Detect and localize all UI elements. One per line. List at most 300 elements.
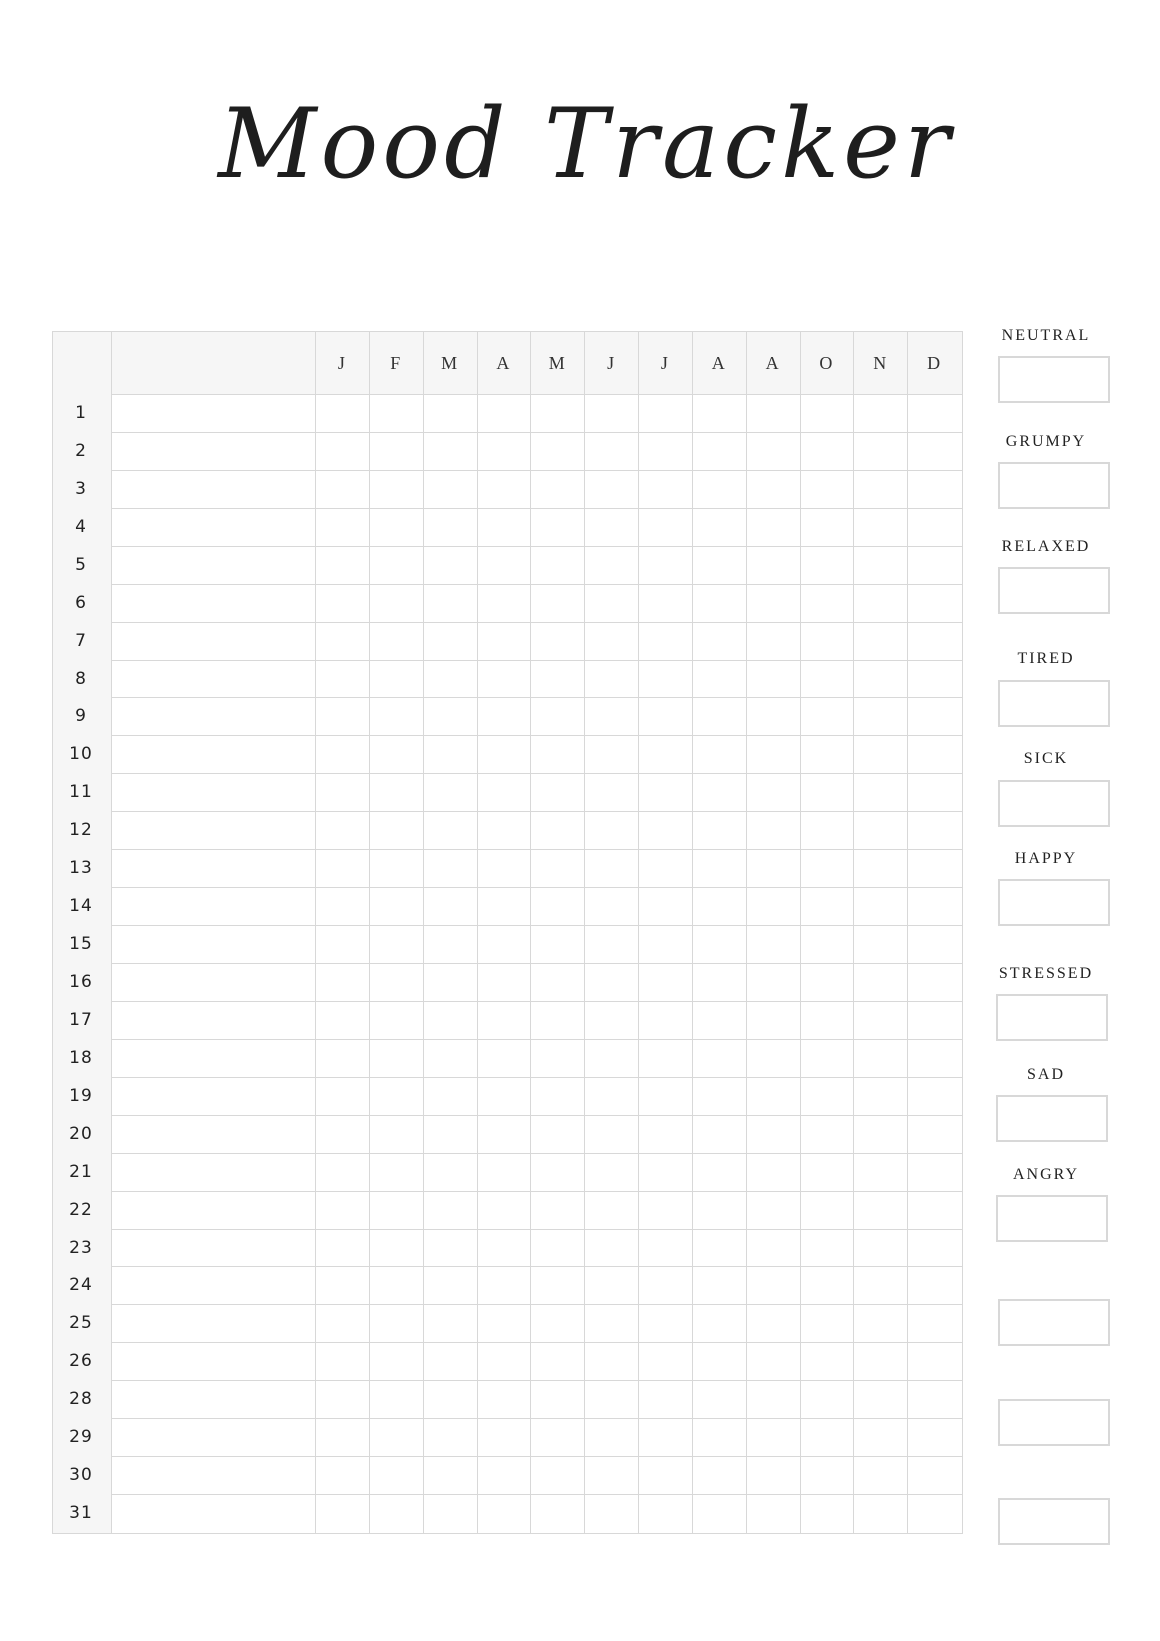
mood-cell[interactable] — [315, 1001, 369, 1039]
day-note-cell[interactable] — [112, 394, 315, 432]
day-note-cell[interactable] — [112, 622, 315, 660]
mood-cell[interactable] — [423, 1001, 477, 1039]
mood-cell[interactable] — [423, 470, 477, 508]
mood-cell[interactable] — [477, 811, 531, 849]
mood-cell[interactable] — [800, 1153, 854, 1191]
mood-cell[interactable] — [800, 735, 854, 773]
legend-color-box[interactable] — [998, 1299, 1110, 1346]
mood-cell[interactable] — [369, 1191, 423, 1229]
legend-color-box[interactable] — [998, 356, 1110, 403]
mood-cell[interactable] — [692, 1153, 746, 1191]
mood-cell[interactable] — [315, 660, 369, 698]
mood-cell[interactable] — [746, 622, 800, 660]
mood-cell[interactable] — [315, 849, 369, 887]
mood-cell[interactable] — [853, 887, 907, 925]
mood-cell[interactable] — [530, 811, 584, 849]
mood-cell[interactable] — [692, 1494, 746, 1532]
legend-color-box[interactable] — [996, 994, 1108, 1041]
mood-cell[interactable] — [584, 1418, 638, 1456]
mood-cell[interactable] — [746, 735, 800, 773]
day-note-cell[interactable] — [112, 584, 315, 622]
day-note-cell[interactable] — [112, 1266, 315, 1304]
mood-cell[interactable] — [477, 622, 531, 660]
day-note-cell[interactable] — [112, 1153, 315, 1191]
mood-cell[interactable] — [638, 622, 692, 660]
mood-cell[interactable] — [746, 1456, 800, 1494]
mood-cell[interactable] — [584, 432, 638, 470]
day-note-cell[interactable] — [112, 887, 315, 925]
mood-cell[interactable] — [315, 925, 369, 963]
mood-cell[interactable] — [369, 963, 423, 1001]
mood-cell[interactable] — [907, 1342, 961, 1380]
mood-cell[interactable] — [530, 508, 584, 546]
mood-cell[interactable] — [423, 963, 477, 1001]
mood-cell[interactable] — [800, 660, 854, 698]
mood-cell[interactable] — [315, 697, 369, 735]
mood-cell[interactable] — [369, 1304, 423, 1342]
mood-cell[interactable] — [800, 394, 854, 432]
mood-cell[interactable] — [692, 1304, 746, 1342]
mood-cell[interactable] — [423, 1191, 477, 1229]
mood-cell[interactable] — [638, 1418, 692, 1456]
mood-cell[interactable] — [746, 1191, 800, 1229]
mood-cell[interactable] — [638, 887, 692, 925]
mood-cell[interactable] — [638, 394, 692, 432]
mood-cell[interactable] — [584, 546, 638, 584]
mood-cell[interactable] — [530, 1153, 584, 1191]
mood-cell[interactable] — [638, 963, 692, 1001]
mood-cell[interactable] — [692, 925, 746, 963]
mood-cell[interactable] — [907, 697, 961, 735]
mood-cell[interactable] — [746, 546, 800, 584]
mood-cell[interactable] — [423, 1077, 477, 1115]
mood-cell[interactable] — [638, 1001, 692, 1039]
mood-cell[interactable] — [638, 1342, 692, 1380]
mood-cell[interactable] — [853, 584, 907, 622]
mood-cell[interactable] — [369, 1494, 423, 1532]
mood-cell[interactable] — [315, 1153, 369, 1191]
mood-cell[interactable] — [907, 660, 961, 698]
mood-cell[interactable] — [477, 925, 531, 963]
mood-cell[interactable] — [907, 1229, 961, 1267]
mood-cell[interactable] — [530, 887, 584, 925]
mood-cell[interactable] — [692, 811, 746, 849]
mood-cell[interactable] — [692, 1380, 746, 1418]
mood-cell[interactable] — [477, 432, 531, 470]
mood-cell[interactable] — [853, 1229, 907, 1267]
mood-cell[interactable] — [369, 773, 423, 811]
mood-cell[interactable] — [530, 432, 584, 470]
mood-cell[interactable] — [369, 1342, 423, 1380]
mood-cell[interactable] — [800, 1494, 854, 1532]
mood-cell[interactable] — [477, 1380, 531, 1418]
mood-cell[interactable] — [638, 546, 692, 584]
mood-cell[interactable] — [477, 470, 531, 508]
legend-color-box[interactable] — [998, 567, 1110, 614]
mood-cell[interactable] — [477, 1153, 531, 1191]
mood-cell[interactable] — [907, 1380, 961, 1418]
mood-cell[interactable] — [638, 925, 692, 963]
mood-cell[interactable] — [800, 1229, 854, 1267]
mood-cell[interactable] — [423, 546, 477, 584]
mood-cell[interactable] — [315, 1229, 369, 1267]
mood-cell[interactable] — [423, 811, 477, 849]
mood-cell[interactable] — [800, 432, 854, 470]
legend-color-box[interactable] — [998, 680, 1110, 727]
mood-cell[interactable] — [530, 1115, 584, 1153]
mood-cell[interactable] — [315, 1077, 369, 1115]
mood-cell[interactable] — [800, 1304, 854, 1342]
mood-cell[interactable] — [746, 470, 800, 508]
mood-cell[interactable] — [746, 1418, 800, 1456]
mood-cell[interactable] — [477, 508, 531, 546]
mood-cell[interactable] — [530, 925, 584, 963]
mood-cell[interactable] — [907, 1001, 961, 1039]
mood-cell[interactable] — [692, 887, 746, 925]
mood-cell[interactable] — [423, 1456, 477, 1494]
mood-cell[interactable] — [530, 1191, 584, 1229]
mood-cell[interactable] — [907, 470, 961, 508]
mood-cell[interactable] — [746, 1229, 800, 1267]
mood-cell[interactable] — [800, 508, 854, 546]
mood-cell[interactable] — [638, 1229, 692, 1267]
mood-cell[interactable] — [746, 1266, 800, 1304]
mood-cell[interactable] — [692, 1342, 746, 1380]
mood-cell[interactable] — [477, 1001, 531, 1039]
mood-cell[interactable] — [800, 546, 854, 584]
mood-cell[interactable] — [369, 1229, 423, 1267]
mood-cell[interactable] — [800, 925, 854, 963]
day-note-cell[interactable] — [112, 1001, 315, 1039]
legend-color-box[interactable] — [998, 462, 1110, 509]
mood-cell[interactable] — [423, 1115, 477, 1153]
day-note-cell[interactable] — [112, 811, 315, 849]
mood-cell[interactable] — [315, 1418, 369, 1456]
day-note-cell[interactable] — [112, 470, 315, 508]
day-note-cell[interactable] — [112, 963, 315, 1001]
mood-cell[interactable] — [746, 849, 800, 887]
mood-cell[interactable] — [638, 811, 692, 849]
mood-cell[interactable] — [692, 773, 746, 811]
mood-cell[interactable] — [477, 735, 531, 773]
mood-cell[interactable] — [853, 1266, 907, 1304]
mood-cell[interactable] — [853, 1342, 907, 1380]
mood-cell[interactable] — [530, 1342, 584, 1380]
mood-cell[interactable] — [530, 849, 584, 887]
mood-cell[interactable] — [315, 584, 369, 622]
mood-cell[interactable] — [638, 660, 692, 698]
mood-cell[interactable] — [638, 735, 692, 773]
mood-cell[interactable] — [692, 1229, 746, 1267]
mood-cell[interactable] — [692, 1115, 746, 1153]
mood-cell[interactable] — [315, 963, 369, 1001]
mood-cell[interactable] — [907, 887, 961, 925]
mood-cell[interactable] — [477, 773, 531, 811]
mood-cell[interactable] — [477, 849, 531, 887]
mood-cell[interactable] — [907, 508, 961, 546]
mood-cell[interactable] — [853, 1077, 907, 1115]
mood-cell[interactable] — [315, 1380, 369, 1418]
mood-cell[interactable] — [638, 1494, 692, 1532]
mood-cell[interactable] — [853, 508, 907, 546]
mood-cell[interactable] — [746, 811, 800, 849]
mood-cell[interactable] — [584, 1153, 638, 1191]
mood-cell[interactable] — [907, 394, 961, 432]
mood-cell[interactable] — [369, 470, 423, 508]
mood-cell[interactable] — [692, 394, 746, 432]
mood-cell[interactable] — [800, 1380, 854, 1418]
mood-cell[interactable] — [800, 773, 854, 811]
mood-cell[interactable] — [746, 963, 800, 1001]
mood-cell[interactable] — [423, 849, 477, 887]
day-note-cell[interactable] — [112, 773, 315, 811]
mood-cell[interactable] — [423, 735, 477, 773]
mood-cell[interactable] — [423, 697, 477, 735]
mood-cell[interactable] — [584, 1456, 638, 1494]
mood-cell[interactable] — [369, 1380, 423, 1418]
mood-cell[interactable] — [477, 394, 531, 432]
mood-cell[interactable] — [315, 773, 369, 811]
mood-cell[interactable] — [369, 1418, 423, 1456]
mood-cell[interactable] — [530, 584, 584, 622]
mood-cell[interactable] — [315, 1342, 369, 1380]
legend-color-box[interactable] — [996, 1195, 1108, 1242]
mood-cell[interactable] — [800, 849, 854, 887]
mood-cell[interactable] — [692, 697, 746, 735]
mood-cell[interactable] — [746, 1077, 800, 1115]
mood-cell[interactable] — [692, 660, 746, 698]
mood-cell[interactable] — [369, 697, 423, 735]
mood-cell[interactable] — [369, 432, 423, 470]
mood-cell[interactable] — [746, 773, 800, 811]
mood-cell[interactable] — [423, 887, 477, 925]
mood-cell[interactable] — [315, 1494, 369, 1532]
mood-cell[interactable] — [907, 1418, 961, 1456]
mood-cell[interactable] — [369, 735, 423, 773]
mood-cell[interactable] — [584, 470, 638, 508]
mood-cell[interactable] — [315, 1266, 369, 1304]
mood-cell[interactable] — [584, 1077, 638, 1115]
mood-cell[interactable] — [907, 584, 961, 622]
mood-cell[interactable] — [746, 1001, 800, 1039]
mood-cell[interactable] — [692, 622, 746, 660]
mood-cell[interactable] — [692, 432, 746, 470]
legend-color-box[interactable] — [996, 1095, 1108, 1142]
mood-cell[interactable] — [800, 622, 854, 660]
mood-cell[interactable] — [584, 1494, 638, 1532]
mood-cell[interactable] — [638, 1266, 692, 1304]
mood-cell[interactable] — [369, 1266, 423, 1304]
mood-cell[interactable] — [853, 432, 907, 470]
mood-cell[interactable] — [477, 1191, 531, 1229]
mood-cell[interactable] — [315, 1456, 369, 1494]
day-note-cell[interactable] — [112, 1342, 315, 1380]
mood-cell[interactable] — [477, 1304, 531, 1342]
mood-cell[interactable] — [530, 1456, 584, 1494]
mood-cell[interactable] — [692, 546, 746, 584]
mood-cell[interactable] — [746, 660, 800, 698]
mood-cell[interactable] — [530, 1001, 584, 1039]
mood-cell[interactable] — [800, 1191, 854, 1229]
mood-cell[interactable] — [584, 887, 638, 925]
mood-cell[interactable] — [800, 470, 854, 508]
mood-cell[interactable] — [853, 849, 907, 887]
mood-cell[interactable] — [907, 735, 961, 773]
mood-cell[interactable] — [530, 1077, 584, 1115]
mood-cell[interactable] — [423, 1494, 477, 1532]
mood-cell[interactable] — [853, 773, 907, 811]
mood-cell[interactable] — [853, 394, 907, 432]
mood-cell[interactable] — [638, 1191, 692, 1229]
mood-cell[interactable] — [853, 1039, 907, 1077]
mood-cell[interactable] — [907, 432, 961, 470]
mood-cell[interactable] — [746, 1494, 800, 1532]
mood-cell[interactable] — [315, 394, 369, 432]
mood-cell[interactable] — [477, 546, 531, 584]
day-note-cell[interactable] — [112, 1115, 315, 1153]
mood-cell[interactable] — [369, 394, 423, 432]
mood-cell[interactable] — [800, 1039, 854, 1077]
mood-cell[interactable] — [746, 508, 800, 546]
mood-cell[interactable] — [584, 735, 638, 773]
mood-cell[interactable] — [800, 1001, 854, 1039]
mood-cell[interactable] — [853, 470, 907, 508]
mood-cell[interactable] — [584, 1266, 638, 1304]
mood-cell[interactable] — [530, 1304, 584, 1342]
mood-cell[interactable] — [369, 925, 423, 963]
mood-cell[interactable] — [584, 697, 638, 735]
mood-cell[interactable] — [584, 1304, 638, 1342]
day-note-cell[interactable] — [112, 925, 315, 963]
mood-cell[interactable] — [853, 546, 907, 584]
mood-cell[interactable] — [638, 697, 692, 735]
mood-cell[interactable] — [530, 1494, 584, 1532]
mood-cell[interactable] — [853, 925, 907, 963]
mood-cell[interactable] — [746, 1153, 800, 1191]
mood-cell[interactable] — [315, 470, 369, 508]
mood-cell[interactable] — [800, 1456, 854, 1494]
mood-cell[interactable] — [853, 1494, 907, 1532]
mood-cell[interactable] — [692, 1039, 746, 1077]
mood-cell[interactable] — [423, 1039, 477, 1077]
mood-cell[interactable] — [477, 1229, 531, 1267]
mood-cell[interactable] — [530, 963, 584, 1001]
mood-cell[interactable] — [638, 432, 692, 470]
mood-cell[interactable] — [315, 1039, 369, 1077]
mood-cell[interactable] — [800, 697, 854, 735]
mood-cell[interactable] — [692, 1418, 746, 1456]
mood-cell[interactable] — [530, 470, 584, 508]
mood-cell[interactable] — [692, 849, 746, 887]
mood-cell[interactable] — [853, 735, 907, 773]
mood-cell[interactable] — [315, 811, 369, 849]
mood-cell[interactable] — [907, 1153, 961, 1191]
mood-cell[interactable] — [638, 1115, 692, 1153]
mood-cell[interactable] — [907, 1304, 961, 1342]
mood-cell[interactable] — [907, 849, 961, 887]
mood-cell[interactable] — [584, 1380, 638, 1418]
mood-cell[interactable] — [584, 1191, 638, 1229]
mood-cell[interactable] — [584, 925, 638, 963]
mood-cell[interactable] — [423, 432, 477, 470]
mood-cell[interactable] — [530, 546, 584, 584]
mood-cell[interactable] — [692, 735, 746, 773]
mood-cell[interactable] — [800, 887, 854, 925]
mood-cell[interactable] — [369, 887, 423, 925]
day-note-cell[interactable] — [112, 660, 315, 698]
day-note-cell[interactable] — [112, 1077, 315, 1115]
day-note-cell[interactable] — [112, 1494, 315, 1532]
mood-cell[interactable] — [423, 584, 477, 622]
mood-cell[interactable] — [638, 508, 692, 546]
mood-cell[interactable] — [746, 697, 800, 735]
mood-cell[interactable] — [907, 1266, 961, 1304]
mood-cell[interactable] — [423, 925, 477, 963]
mood-cell[interactable] — [584, 1115, 638, 1153]
mood-cell[interactable] — [477, 1115, 531, 1153]
mood-cell[interactable] — [530, 622, 584, 660]
mood-cell[interactable] — [530, 660, 584, 698]
mood-cell[interactable] — [423, 660, 477, 698]
mood-cell[interactable] — [315, 546, 369, 584]
mood-cell[interactable] — [907, 925, 961, 963]
legend-color-box[interactable] — [998, 1399, 1110, 1446]
mood-cell[interactable] — [800, 963, 854, 1001]
mood-cell[interactable] — [907, 1077, 961, 1115]
mood-cell[interactable] — [584, 963, 638, 1001]
mood-cell[interactable] — [423, 1266, 477, 1304]
mood-cell[interactable] — [423, 1153, 477, 1191]
mood-cell[interactable] — [907, 963, 961, 1001]
mood-cell[interactable] — [315, 1304, 369, 1342]
mood-cell[interactable] — [692, 1077, 746, 1115]
mood-cell[interactable] — [423, 1418, 477, 1456]
mood-cell[interactable] — [853, 697, 907, 735]
mood-cell[interactable] — [315, 887, 369, 925]
mood-cell[interactable] — [853, 1304, 907, 1342]
mood-cell[interactable] — [800, 1077, 854, 1115]
mood-cell[interactable] — [369, 1456, 423, 1494]
mood-cell[interactable] — [315, 508, 369, 546]
mood-cell[interactable] — [369, 546, 423, 584]
legend-color-box[interactable] — [998, 879, 1110, 926]
mood-cell[interactable] — [692, 1266, 746, 1304]
mood-cell[interactable] — [530, 1039, 584, 1077]
mood-cell[interactable] — [530, 1266, 584, 1304]
mood-cell[interactable] — [530, 394, 584, 432]
mood-cell[interactable] — [315, 735, 369, 773]
mood-cell[interactable] — [369, 811, 423, 849]
mood-cell[interactable] — [584, 622, 638, 660]
day-note-cell[interactable] — [112, 735, 315, 773]
mood-cell[interactable] — [423, 508, 477, 546]
day-note-cell[interactable] — [112, 432, 315, 470]
mood-cell[interactable] — [423, 1304, 477, 1342]
mood-cell[interactable] — [369, 1153, 423, 1191]
day-note-cell[interactable] — [112, 849, 315, 887]
mood-cell[interactable] — [530, 773, 584, 811]
mood-cell[interactable] — [638, 470, 692, 508]
mood-cell[interactable] — [638, 1077, 692, 1115]
day-note-cell[interactable] — [112, 1229, 315, 1267]
mood-cell[interactable] — [907, 1039, 961, 1077]
mood-cell[interactable] — [584, 584, 638, 622]
mood-cell[interactable] — [746, 584, 800, 622]
mood-cell[interactable] — [584, 1039, 638, 1077]
mood-cell[interactable] — [638, 1039, 692, 1077]
mood-cell[interactable] — [369, 1115, 423, 1153]
mood-cell[interactable] — [746, 887, 800, 925]
